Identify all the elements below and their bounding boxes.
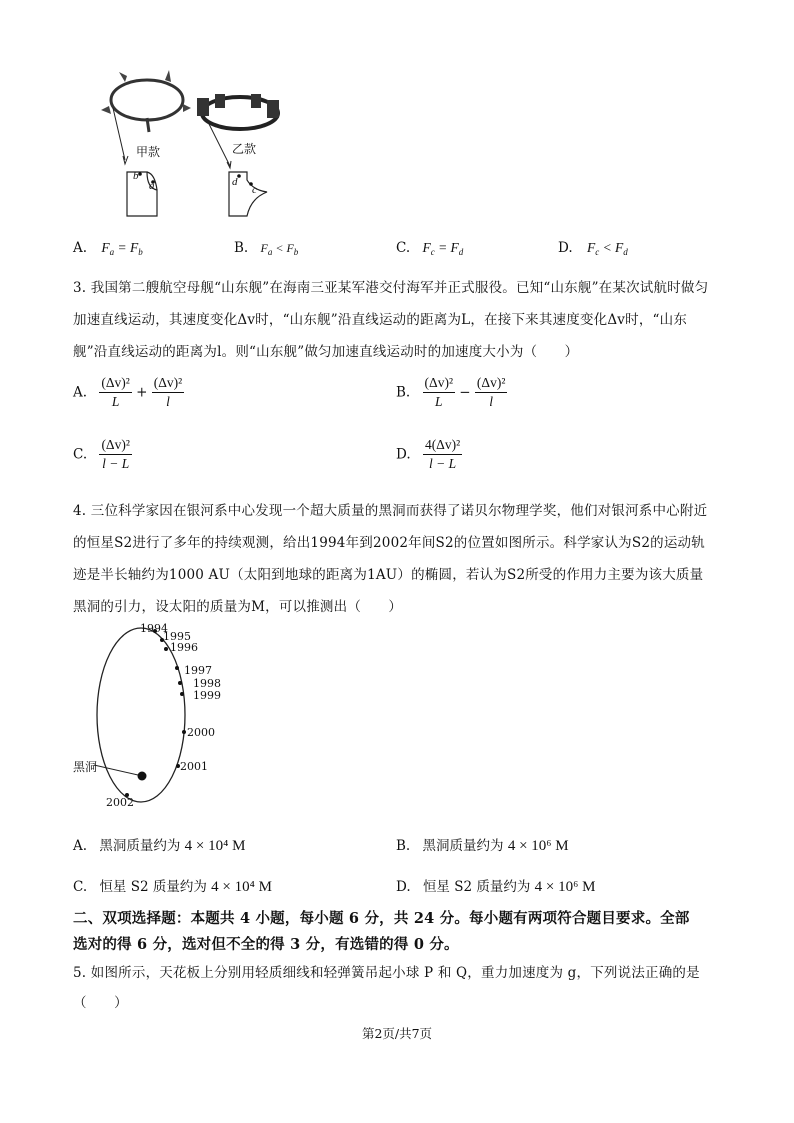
- q2-option-c[interactable]: C. $F_c = F_d$: [396, 240, 464, 257]
- q4-option-b[interactable]: B. 黑洞质量约为 4 × 10⁶ M: [396, 838, 569, 854]
- q3-option-d[interactable]: D. $\frac{\text{4(Δv)²}}{l - L}$: [396, 437, 461, 471]
- q2-option-a-letter: A.: [73, 240, 88, 256]
- label-jia: 甲款: [136, 145, 161, 159]
- black-hole: [138, 772, 147, 781]
- q4-option-c[interactable]: C. 恒星 S2 质量约为 4 × 10⁴ M: [73, 879, 272, 895]
- q4-option-d[interactable]: D. 恒星 S2 质量约为 4 × 10⁶ M: [396, 879, 596, 895]
- q4-option-a[interactable]: A. 黑洞质量约为 4 × 10⁴ M: [73, 838, 246, 854]
- q3-option-b[interactable]: B. $\frac{\text{(Δv)²}}{L}$ − $\frac{\text{(Δv)²}}{l}$: [396, 375, 506, 409]
- q2-option-a[interactable]: A. $F_a = F_b$: [73, 240, 143, 257]
- q2-option-b-letter: B.: [234, 240, 249, 256]
- q2-option-d[interactable]: D. $F_c < F_d$: [558, 240, 628, 257]
- year-label-1997: 1997: [184, 664, 212, 677]
- point-a-label: a: [149, 180, 155, 192]
- q4-line-1: 4. 三位科学家因在银河系中心发现一个超大质量的黑洞而获得了诺贝尔物理学奖，他们对银河系中心附近: [73, 503, 708, 519]
- q3-option-a-letter: A.: [73, 384, 88, 401]
- point-1998: [178, 681, 182, 685]
- point-1997: [175, 666, 179, 670]
- section2-heading-line-2: 选对的得 6 分，选对但不全的得 3 分，有选错的得 0 分。: [73, 936, 459, 953]
- year-label-2001: 2001: [180, 760, 208, 773]
- q4-line-3: 迹是半长轴约为1000 AU（太阳到地球的距离为1AU）的椭圆，若认为S2所受的作用力主要为该大质量: [73, 567, 704, 583]
- black-hole-label: 黑洞: [73, 760, 98, 774]
- q3-option-b-letter: B.: [396, 384, 411, 401]
- q2-option-d-letter: D.: [558, 240, 573, 256]
- q3-option-c-letter: C.: [73, 446, 88, 463]
- year-label-1996: 1996: [170, 641, 198, 654]
- year-label-2002: 2002: [106, 796, 134, 809]
- stove-support-figure: [95, 68, 295, 228]
- year-label-2000: 2000: [187, 726, 215, 739]
- year-label-1999: 1999: [193, 689, 221, 702]
- q3-line-3: 舰”沿直线运动的距离为l。则“山东舰”做匀加速直线运动时的加速度大小为（ ）: [73, 344, 579, 360]
- year-label-1994: 1994: [140, 622, 168, 635]
- year-label-1995: 1995: [163, 630, 191, 643]
- s2-orbit-diagram: [70, 620, 230, 810]
- point-d-label: d: [232, 176, 238, 188]
- point-1999: [180, 692, 184, 696]
- q2-option-c-letter: C.: [396, 240, 411, 256]
- q5-line-1: 5. 如图所示，天花板上分别用轻质细线和轻弹簧吊起小球 P 和 Q，重力加速度为 g，下列说法正确的是: [73, 965, 700, 981]
- q3-option-c[interactable]: C. $\frac{\text{(Δv)²}}{l - L}$: [73, 437, 130, 471]
- point-1996: [164, 647, 168, 651]
- q3-option-d-letter: D.: [396, 446, 411, 463]
- label-yi: 乙款: [232, 142, 257, 156]
- q3-line-2: 加速直线运动，其速度变化Δv时，“山东舰”沿直线运动的距离为L，在接下来其速度变化Δv时，“山东: [73, 312, 688, 328]
- page-footer: 第2页/共7页: [361, 1026, 433, 1041]
- point-b-label: b: [133, 170, 139, 182]
- point-2000: [182, 730, 186, 734]
- q3-option-a[interactable]: A. $\frac{\text{(Δv)²}}{L}$ + $\frac{\text{(Δv)²}}{l}$: [73, 375, 183, 409]
- section2-heading-line-1: 二、双项选择题：本题共 4 小题，每小题 6 分，共 24 分。每小题有两项符合题目要求。全部: [73, 910, 690, 927]
- point-c-label: c: [252, 184, 257, 196]
- q3-line-1: 3. 我国第二艘航空母舰“山东舰”在海南三亚某军港交付海军并正式服役。已知“山东舰”在某次试航时做匀: [73, 280, 709, 296]
- q4-line-2: 的恒星S2进行了多年的持续观测，给出1994年到2002年间S2的位置如图所示。科学家认为S2的运动轨: [73, 535, 705, 551]
- year-label-1998: 1998: [193, 677, 221, 690]
- q5-line-2: （ ）: [73, 995, 128, 1011]
- q2-option-b[interactable]: B. $F_a < F_b$: [234, 240, 299, 257]
- q4-line-4: 黑洞的引力，设太阳的质量为M，可以推测出（ ）: [73, 599, 403, 615]
